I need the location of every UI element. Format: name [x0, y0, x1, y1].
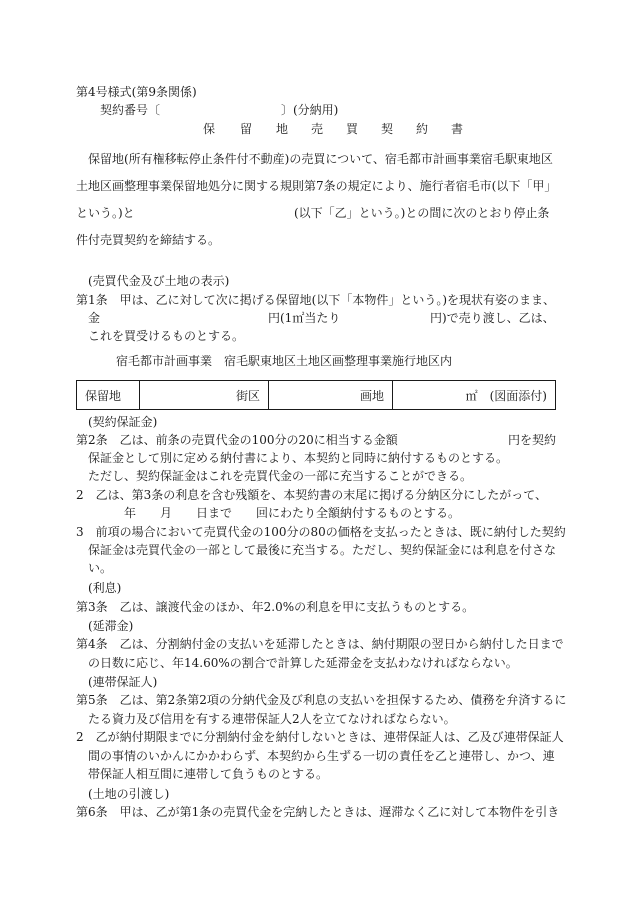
- article-line: 年 月 日まで 回にわたり全額納付するものとする。: [124, 506, 461, 520]
- article-line: 2 乙が納付期限までに分割納付金を納付しないときは、連帯保証人は、乙及び連帯保証人: [76, 730, 564, 744]
- land-table: [76, 380, 556, 410]
- article-line: 保証金は売買代金の一部として最後に充当する。ただし、契約保証金には利息を付さな: [88, 543, 557, 557]
- table-cell: ㎡ (図面添付): [393, 381, 556, 410]
- article-line: 円(1㎡当たり: [268, 311, 341, 325]
- article-line: これを買受けるものとする。: [88, 329, 245, 343]
- title-char: 約: [416, 122, 429, 136]
- preamble-line: 件付売買契約を締結する。: [76, 233, 221, 247]
- title-char: 地: [276, 122, 289, 136]
- form-number: 第4号様式(第9条関係): [76, 85, 197, 99]
- article-heading: (土地の引渡し): [88, 787, 170, 801]
- article-line: 保証金として別に定める納付書により、本契約と同時に納付するものとする。: [88, 451, 509, 465]
- article-line: 第6条 甲は、乙が第1条の売買代金を完納したときは、遅滞なく乙に対して本物件を引き: [76, 805, 560, 819]
- title-char: 買: [346, 122, 359, 136]
- article-line: 円を契約: [508, 433, 557, 447]
- article-line: 3 前項の場合において売買代金の100分の80の価格を支払ったときは、既に納付した契約: [76, 525, 566, 539]
- article-line: 2 乙は、第3条の利息を含む残額を、本契約書の末尾に掲げる分納区分にしたがって、: [76, 488, 548, 502]
- table-row: [77, 381, 556, 410]
- title-char: 契: [381, 122, 394, 136]
- table-cell: 街区: [140, 381, 269, 410]
- title-char: 保: [203, 122, 216, 136]
- article-line: 円)で売り渡し、乙は、: [430, 311, 555, 325]
- article-heading: (延滞金): [88, 619, 134, 633]
- article-line: たる資力及び信用を有する連帯保証人2人を立てなければならない。: [88, 712, 456, 726]
- title-char: 書: [451, 122, 464, 136]
- document-title: [203, 123, 467, 135]
- article-line: 金: [88, 311, 101, 325]
- article-line: 帯保証人相互間に連帯して負うものとする。: [88, 767, 329, 781]
- project-location: 宿毛都市計画事業 宿毛駅東地区土地区画整理事業施行地区内: [116, 354, 453, 368]
- table-cell: 保留地: [77, 381, 140, 410]
- article-line: 第3条 乙は、譲渡代金のほか、年2.0%の利息を甲に支払うものとする。: [76, 600, 475, 614]
- preamble-line: 土地区画整理事業保留地処分に関する規則第7条の規定により、施行者宿毛市(以下「甲」: [76, 179, 557, 193]
- article-heading: (売買代金及び土地の表示): [88, 274, 230, 288]
- table-cell: 画地: [269, 381, 393, 410]
- article-line: ただし、契約保証金はこれを売買代金の一部に充当することができる。: [88, 469, 473, 483]
- article-line: 第5条 乙は、第2条第2項の分納代金及び利息の支払いを担保するため、債務を弁済するに: [76, 693, 567, 707]
- preamble-line: 保留地(所有権移転停止条件付不動産)の売買について、宿毛都市計画事業宿毛駅東地区: [88, 152, 553, 166]
- article-heading: (利息): [88, 581, 122, 595]
- title-char: 留: [240, 122, 253, 136]
- article-line: 第2条 乙は、前条の売買代金の100分の20に相当する金額: [76, 433, 398, 447]
- contract-number-close: 〕(分納用): [281, 103, 339, 117]
- article-line: 間の事情のいかんにかかわらず、本契約から生ずる一切の責任を乙と連帯し、かつ、連: [88, 749, 555, 763]
- preamble-line: (以下「乙」という。)との間に次のとおり停止条: [294, 206, 550, 220]
- article-heading: (連帯保証人): [88, 675, 158, 689]
- article-line: い。: [88, 561, 113, 575]
- preamble-line: という。)と: [76, 206, 135, 220]
- article-heading: (契約保証金): [88, 415, 158, 429]
- title-char: 売: [311, 122, 324, 136]
- article-line: 第4条 乙は、分割納付金の支払いを延滞したときは、納付期限の翌日から納付した日まで: [76, 637, 564, 651]
- contract-number-label: 契約番号〔: [100, 103, 161, 117]
- article-line: 第1条 甲は、乙に対して次に掲げる保留地(以下「本物件」という。)を現状有姿のまま、: [76, 293, 556, 307]
- article-line: の日数に応じ、年14.60%の割合で計算した延滞金を支払わなければならない。: [88, 656, 518, 670]
